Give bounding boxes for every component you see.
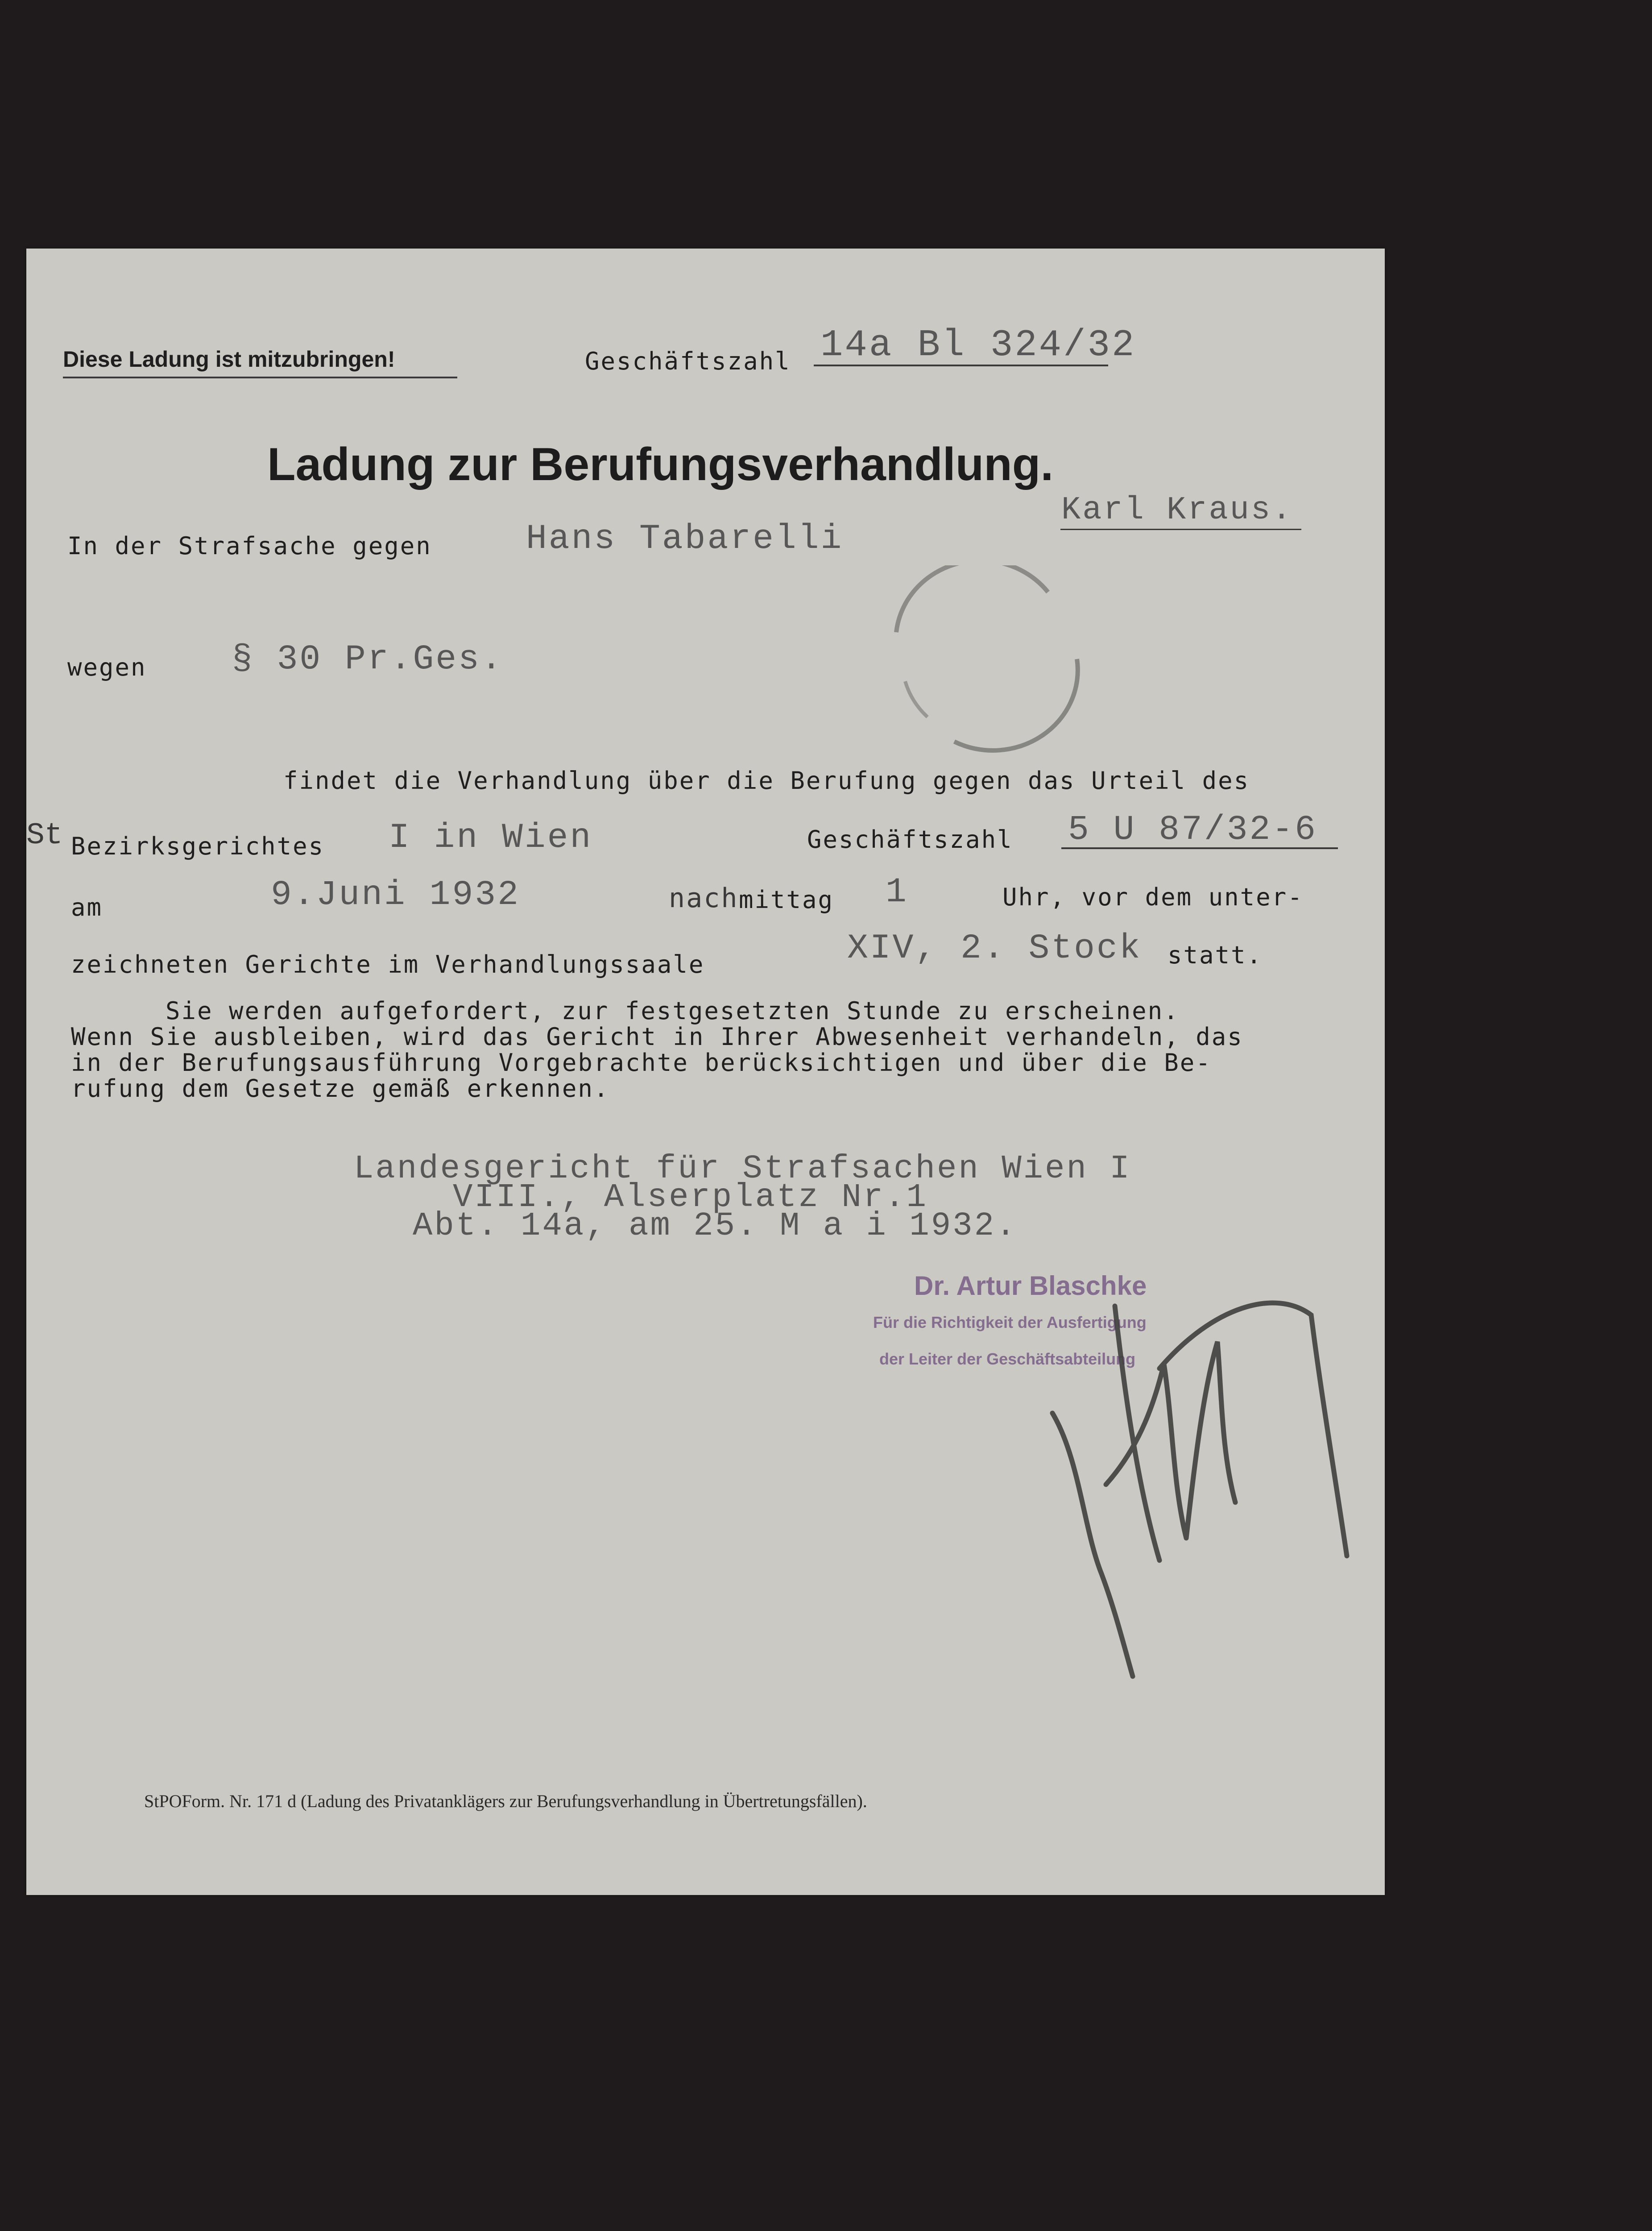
official-stamp-line1: Für die Richtigkeit der Ausfertigung: [873, 1313, 1147, 1331]
court-address-line: VIII., Alserplatz Nr.1: [453, 1179, 928, 1216]
court-name-line: Landesgericht für Strafsachen Wien I: [354, 1150, 1131, 1188]
date-label: am: [71, 893, 103, 921]
lower-case-value: 5 U 87/32-6: [1068, 810, 1317, 850]
court-seal-stamp: [878, 565, 1110, 753]
date-value: 9.Juni 1932: [271, 875, 520, 915]
lower-case-label: Geschäftszahl: [807, 825, 1013, 854]
body-line: rufung dem Gesetze gemäß erkennen.: [71, 1074, 610, 1103]
defendant-name: Hans Tabarelli: [526, 519, 844, 559]
hearing-hour: 1: [886, 873, 908, 912]
page-title: Ladung zur Berufungsverhandlung.: [267, 439, 1054, 490]
time-prefix: nach: [669, 883, 739, 914]
charge-label: wegen: [67, 653, 147, 681]
charge-value: § 30 Pr.Ges.: [232, 640, 504, 679]
court-value: I in Wien: [389, 818, 593, 858]
hearing-intro: findet die Verhandlung über die Berufung gegen das Urteil des: [283, 767, 1250, 795]
room-label: zeichneten Gerichte im Verhandlungssaale: [71, 950, 705, 979]
body-line: Wenn Sie ausbleiben, wird das Gericht in Ihrer Abwesenheit verhandeln, das: [71, 1023, 1243, 1051]
official-stamp-name: Dr. Artur Blaschke: [914, 1271, 1147, 1301]
court-date-line: Abt. 14a, am 25. M a i 1932.: [413, 1207, 1018, 1245]
plaintiff-name: Karl Kraus.: [1061, 492, 1293, 528]
st-prefix: St: [26, 818, 63, 853]
room-value: XIV, 2. Stock: [847, 929, 1142, 968]
official-stamp-line2: der Leiter der Geschäftsabteilung: [879, 1350, 1136, 1368]
court-label: Bezirksgerichtes: [71, 832, 325, 860]
document-sheet: [26, 249, 1385, 1895]
time-word: mittag: [739, 886, 834, 914]
body-line: in der Berufungsausführung Vorgebrachte berücksichtigen und über die Be-: [71, 1049, 1212, 1077]
bring-notice-underline: [63, 377, 457, 378]
plaintiff-underline: [1060, 529, 1301, 530]
body-line: Sie werden aufgefordert, zur festgesetzten Stunde zu erscheinen.: [166, 997, 1180, 1025]
lower-case-line: [1061, 847, 1338, 849]
case-number-value: 14a Bl 324/32: [820, 324, 1136, 367]
defendant-prefix: In der Strafsache gegen: [67, 532, 432, 560]
hour-suffix: Uhr, vor dem unter-: [1002, 883, 1304, 911]
form-footer: StPOForm. Nr. 171 d (Ladung des Privatanklägers zur Berufungsverhandlung in Übertretungsfällen).: [144, 1791, 867, 1811]
room-suffix: statt.: [1168, 941, 1263, 969]
bring-notice: Diese Ladung ist mitzubringen!: [63, 347, 395, 372]
handwritten-signature: [1026, 1252, 1365, 1699]
case-number-label: Geschäftszahl: [585, 347, 791, 375]
case-number-line: [814, 365, 1108, 366]
